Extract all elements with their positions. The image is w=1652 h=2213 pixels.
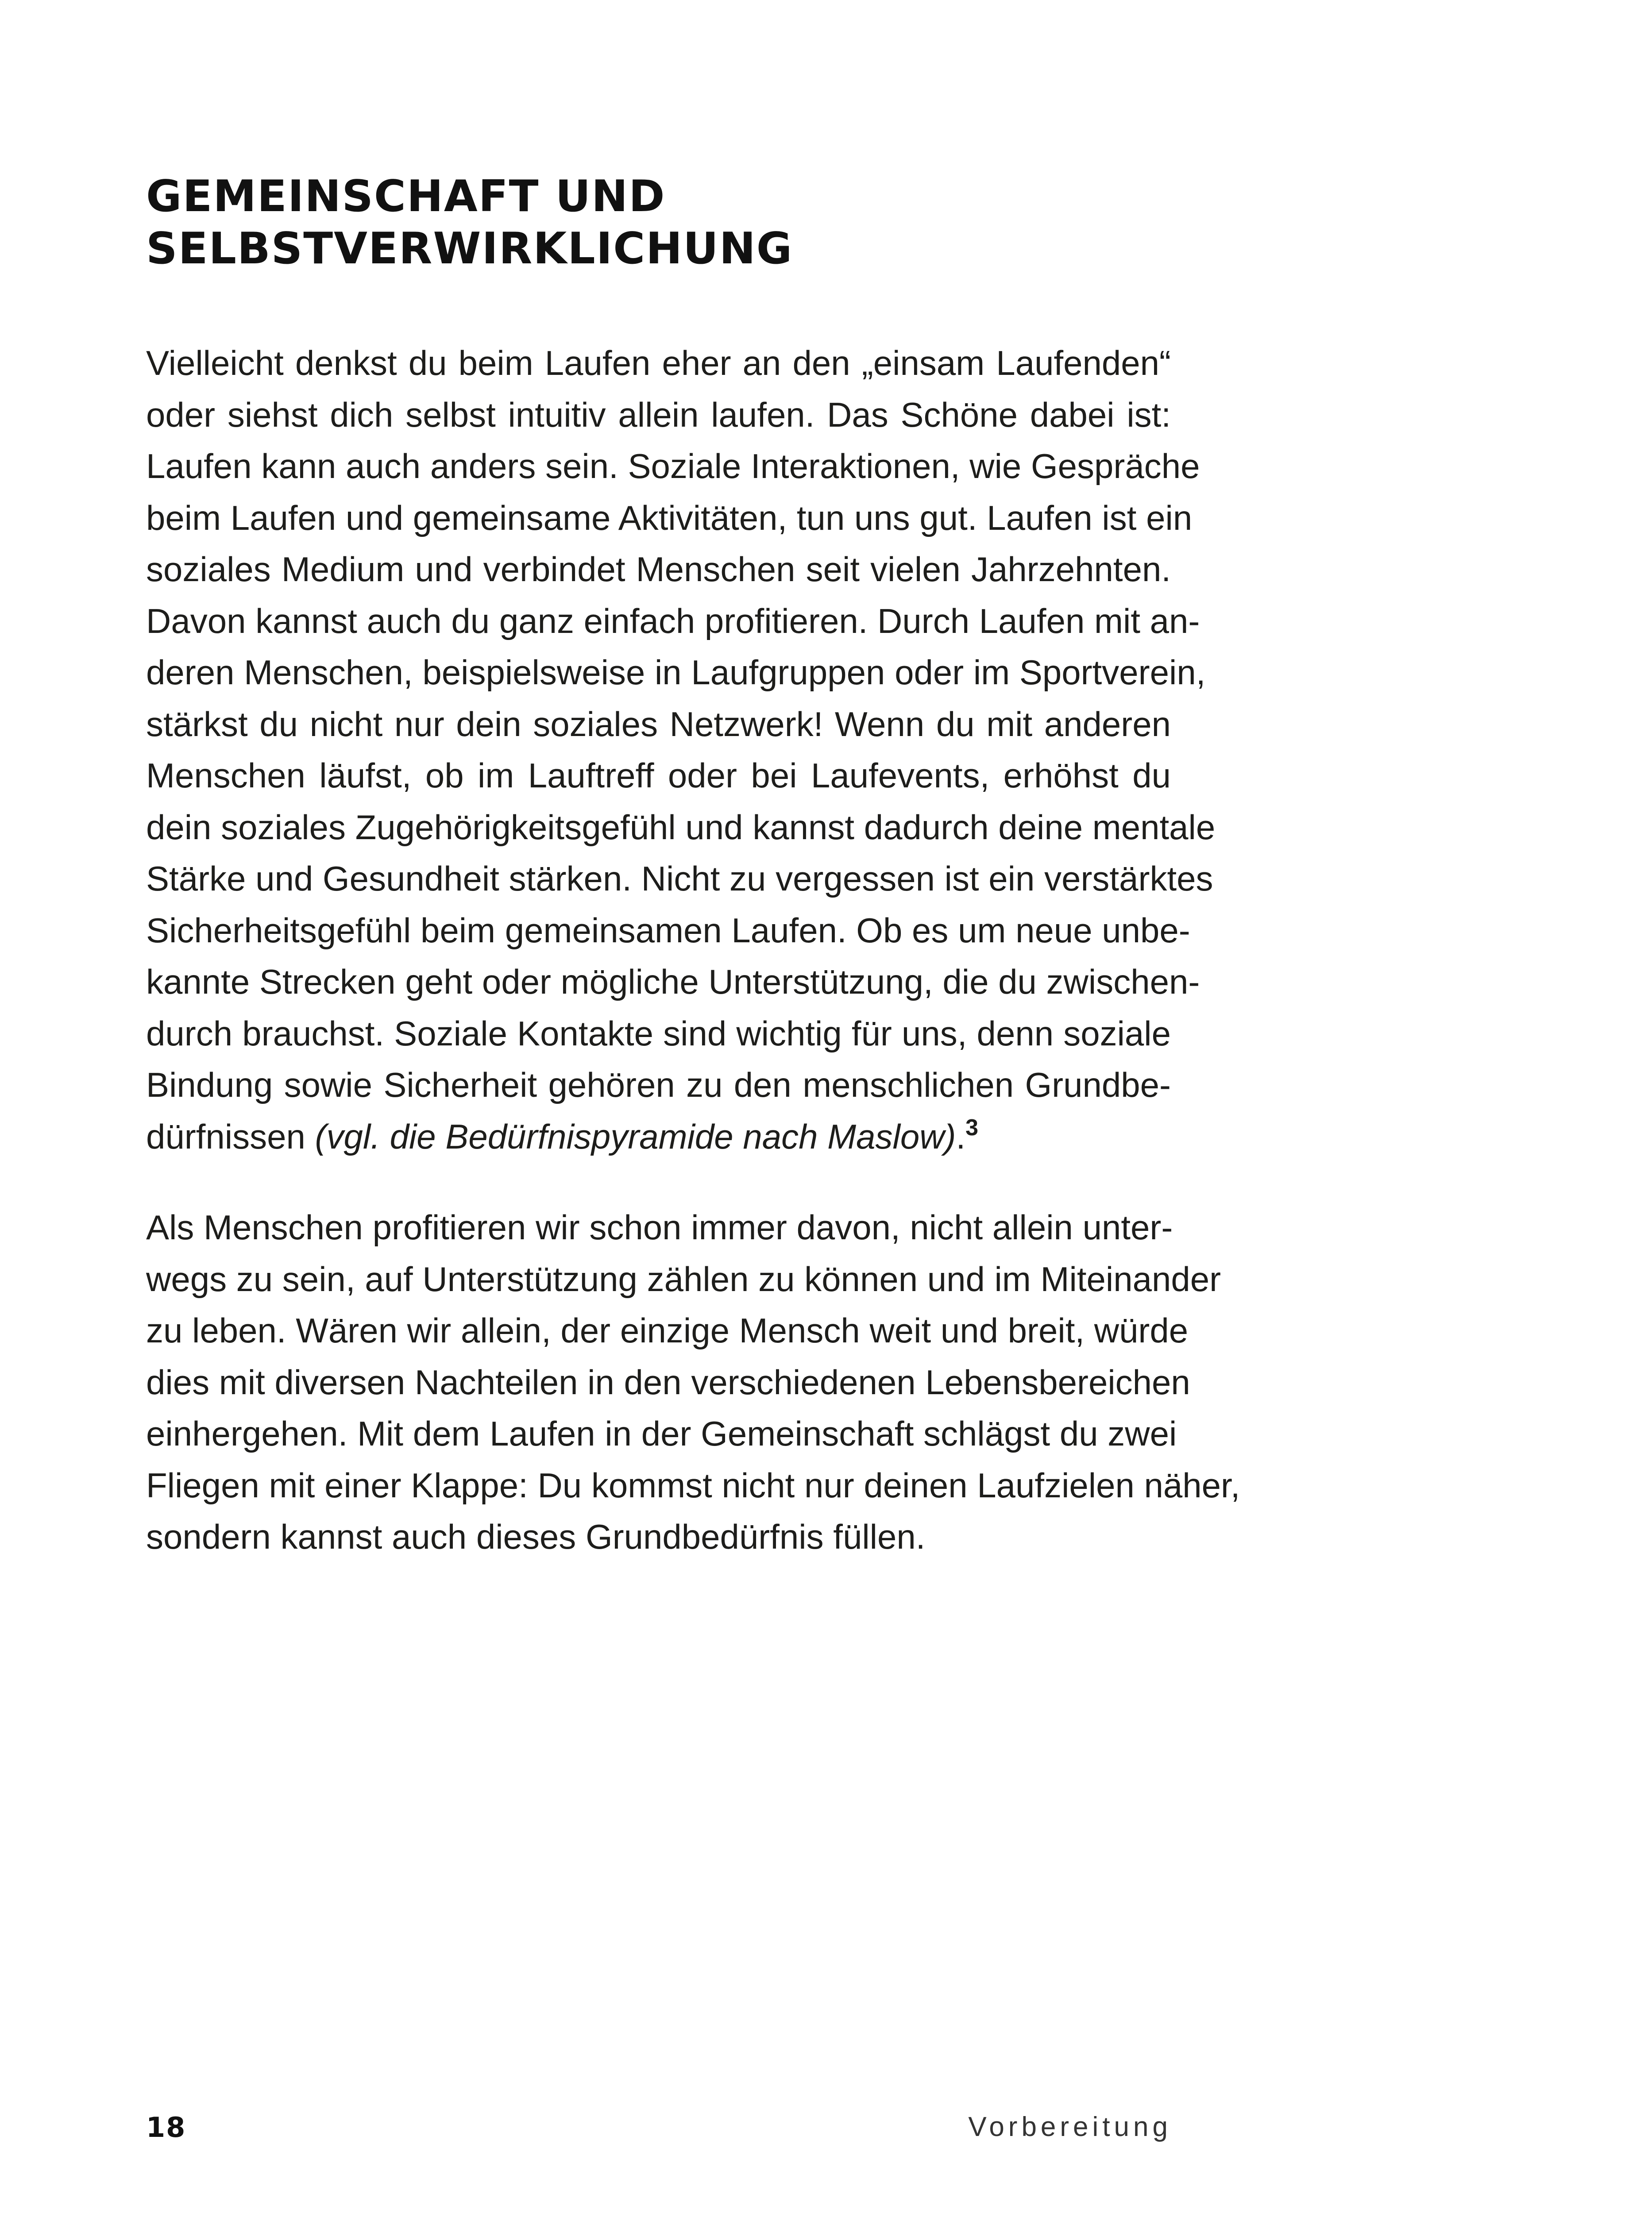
paragraph-2-line: sondern kannst auch dieses Grundbedürfnis füllen.: [146, 1517, 926, 1556]
paragraph-1-line: oder siehst dich selbst intuitiv allein laufen. Das Schöne dabei ist:: [146, 395, 1171, 434]
running-footer-section: Vorbereitung: [968, 2112, 1172, 2142]
paragraph-2-line: einhergehen. Mit dem Laufen in der Gemeinschaft schlägst du zwei: [146, 1414, 1177, 1453]
paragraph-1-line: dein soziales Zugehörigkeitsgefühl und kannst dadurch deine mentale: [146, 807, 1216, 847]
paragraph-1: [146, 337, 1216, 1162]
paragraph-2-line: dies mit diversen Nachteilen in den verschiedenen Lebensbereichen: [146, 1362, 1190, 1402]
paragraph-1-last-line-start: dürfnissen: [146, 1117, 315, 1156]
paragraph-1-line: Laufen kann auch anders sein. Soziale Interaktionen, wie Gespräche: [146, 447, 1200, 486]
paragraph-2-line: wegs zu sein, auf Unterstützung zählen zu können und im Miteinander: [146, 1259, 1221, 1299]
paragraph-1-line: Sicherheitsgefühl beim gemeinsamen Laufen. Ob es um neue unbe-: [146, 910, 1190, 950]
paragraph-2: [146, 1202, 1240, 1563]
page-number: 18: [146, 2111, 186, 2144]
paragraph-1-line: Davon kannst auch du ganz einfach profitieren. Durch Laufen mit an-: [146, 601, 1200, 640]
paragraph-1-line: Stärke und Gesundheit stärken. Nicht zu vergessen ist ein verstärktes: [146, 859, 1213, 898]
maslow-citation: (vgl. die Bedürfnispyramide nach Maslow): [315, 1117, 956, 1156]
paragraph-1-line: stärkst du nicht nur dein soziales Netzwerk! Wenn du mit anderen: [146, 704, 1171, 744]
paragraph-1-line: kannte Strecken geht oder mögliche Unterstützung, die du zwischen-: [146, 962, 1200, 1001]
paragraph-2-line: Fliegen mit einer Klappe: Du kommst nicht nur deinen Laufzielen näher,: [146, 1465, 1240, 1505]
section-heading-line-2: SELBSTVERWIRKLICHUNG: [146, 224, 793, 274]
paragraph-1-line: Menschen läufst, ob im Lauftreff oder bei Laufevents, erhöhst du: [146, 756, 1171, 795]
paragraph-2-line: Als Menschen profitieren wir schon immer davon, nicht allein unter-: [146, 1208, 1173, 1247]
paragraph-1-line: Bindung sowie Sicherheit gehören zu den menschlichen Grundbe-: [146, 1065, 1171, 1104]
paragraph-1-last-line: [146, 1111, 1171, 1163]
section-heading-line-1: GEMEINSCHAFT UND: [146, 171, 666, 222]
footnote-reference[interactable]: 3: [965, 1114, 979, 1141]
section-heading: [146, 170, 1208, 275]
paragraph-1-line: deren Menschen, beispielsweise in Laufgruppen oder im Sportverein,: [146, 653, 1206, 692]
paragraph-1-last-line-end: .: [956, 1117, 966, 1156]
paragraph-1-line: soziales Medium und verbindet Menschen seit vielen Jahrzehnten.: [146, 550, 1171, 589]
paragraph-2-line: zu leben. Wären wir allein, der einzige Mensch weit und breit, würde: [146, 1311, 1189, 1350]
paragraph-1-line: Vielleicht denkst du beim Laufen eher an den „einsam Laufenden“: [146, 343, 1171, 382]
paragraph-1-line: beim Laufen und gemeinsame Aktivitäten, tun uns gut. Laufen ist ein: [146, 498, 1193, 537]
paragraph-1-line: durch brauchst. Soziale Kontakte sind wichtig für uns, denn soziale: [146, 1014, 1171, 1053]
